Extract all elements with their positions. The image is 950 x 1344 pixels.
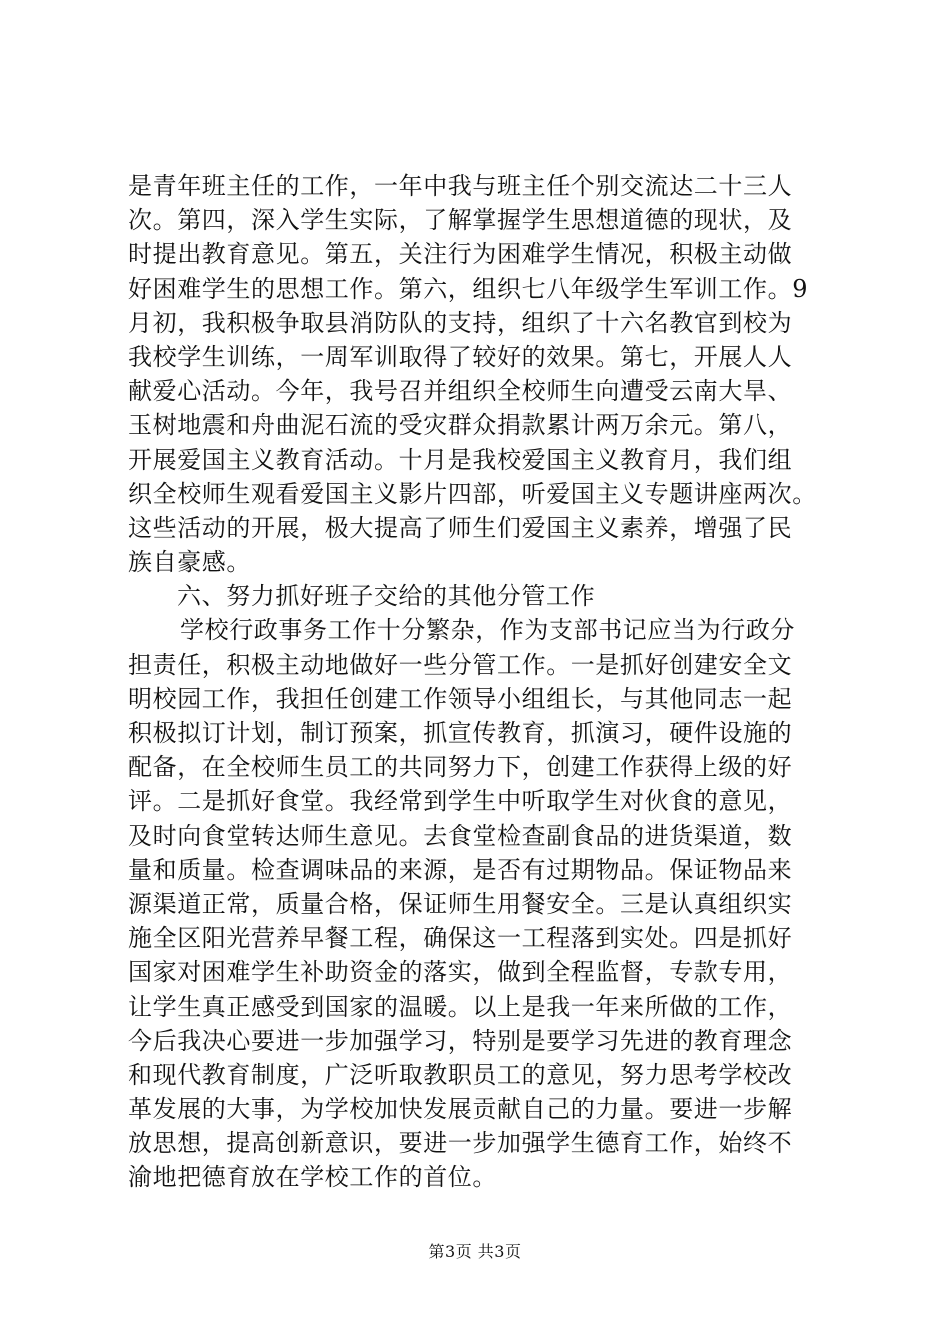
text-line: 献爱心活动。今年，我号召并组织全校师生向遭受云南大旱、 xyxy=(128,377,793,406)
text-line: 次。第四，深入学生实际，了解掌握学生思想道德的现状，及 xyxy=(128,206,793,235)
text-line: 积极拟订计划，制订预案，抓宣传教育，抓演习，硬件设施的 xyxy=(128,719,793,747)
text-line: 让学生真正感受到国家的温暖。以上是我一年来所做的工作， xyxy=(128,992,793,1021)
text-line: 好困难学生的思想工作。第六，组织七八年级学生军训工作。9 xyxy=(128,274,809,303)
text-line: 这些活动的开展，极大提高了师生们爱国主义素养，增强了民 xyxy=(128,513,793,542)
text-line: 我校学生训练，一周军训取得了较好的效果。第七，开展人人 xyxy=(128,342,793,371)
section-heading: 六、努力抓好班子交给的其他分管工作 xyxy=(177,582,596,611)
text-line: 玉树地震和舟曲泥石流的受灾群众捐款累计两万余元。第八， xyxy=(128,411,793,440)
text-line: 及时向食堂转达师生意见。去食堂检查副食品的进货渠道，数 xyxy=(128,821,793,850)
text-line: 量和质量。检查调味品的来源，是否有过期物品。保证物品来 xyxy=(128,855,793,884)
text-line: 源渠道正常，质量合格，保证师生用餐安全。三是认真组织实 xyxy=(128,889,793,918)
text-line: 放思想，提高创新意识，要进一步加强学生德育工作，始终不 xyxy=(128,1129,793,1158)
text-line: 学校行政事务工作十分繁杂，作为支部书记应当为行政分 xyxy=(180,616,795,645)
text-line: 担责任，积极主动地做好一些分管工作。一是抓好创建安全文 xyxy=(128,650,793,679)
text-line: 开展爱国主义教育活动。十月是我校爱国主义教育月，我们组 xyxy=(128,445,793,474)
text-line: 是青年班主任的工作，一年中我与班主任个别交流达二十三人 xyxy=(128,172,793,200)
text-line: 配备，在全校师生员工的共同努力下，创建工作获得上级的好 xyxy=(128,753,793,782)
text-line: 国家对困难学生补助资金的落实，做到全程监督，专款专用， xyxy=(128,958,793,987)
text-line: 评。二是抓好食堂。我经常到学生中听取学生对伙食的意见， xyxy=(128,787,793,816)
text-line: 革发展的大事，为学校加快发展贡献自己的力量。要进一步解 xyxy=(128,1095,793,1124)
text-line: 织全校师生观看爱国主义影片四部，听爱国主义专题讲座两次。 xyxy=(128,479,817,508)
text-line: 族自豪感。 xyxy=(128,548,251,577)
text-line: 时提出教育意见。第五，关注行为困难学生情况，积极主动做 xyxy=(128,240,793,269)
text-line: 渝地把德育放在学校工作的首位。 xyxy=(128,1163,497,1192)
text-line: 月初，我积极争取县消防队的支持，组织了十六名教官到校为 xyxy=(128,308,793,337)
text-line: 明校园工作，我担任创建工作领导小组组长，与其他同志一起 xyxy=(128,684,793,713)
page-footer: 第3页 共3页 xyxy=(428,1242,522,1261)
text-line: 和现代教育制度，广泛听取教职员工的意见，努力思考学校改 xyxy=(128,1060,793,1089)
text-line: 今后我决心要进一步加强学习，特别是要学习先进的教育理念 xyxy=(128,1026,793,1055)
text-line: 施全区阳光营养早餐工程，确保这一工程落到实处。四是抓好 xyxy=(128,924,793,953)
document-body xyxy=(128,169,828,1195)
